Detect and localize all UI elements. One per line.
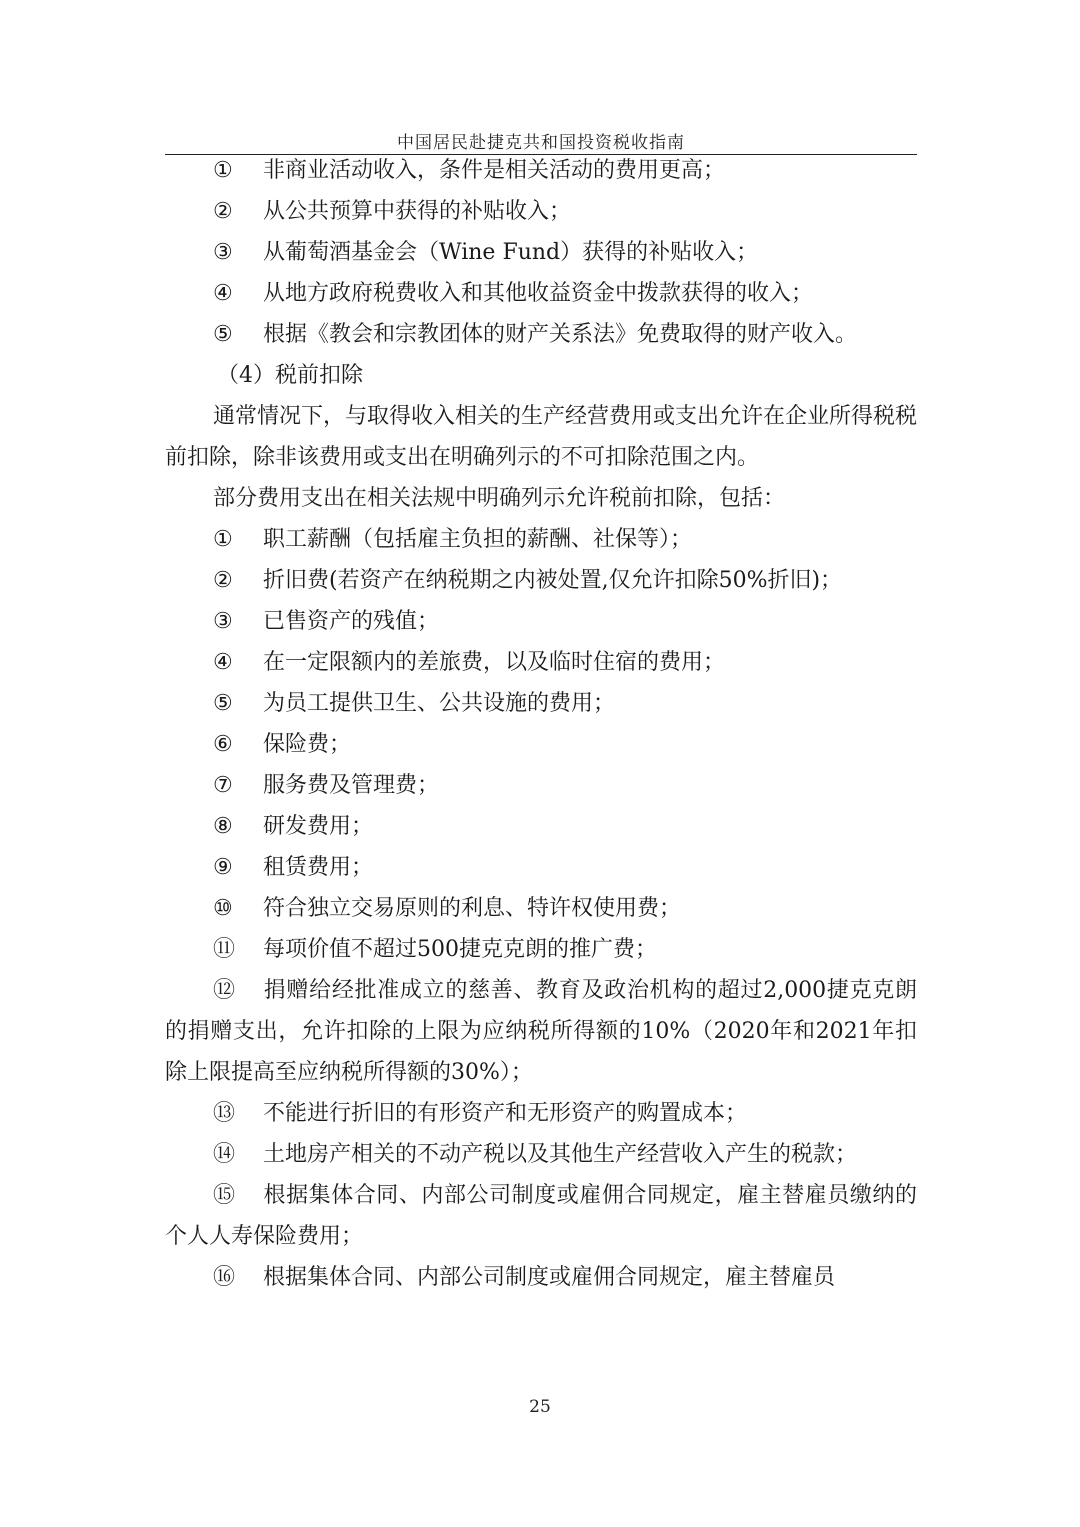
- running-header: 中国居民赴捷克共和国投资税收指南: [397, 133, 685, 153]
- item-text: 捐赠给经批准成立的慈善、教育及政治机构的超过2,000捷克克朗的捐赠支出，允许扣除的上限为应纳税所得额的10%（2020年和2021年扣除上限提高至应纳税所得额的30%）；: [165, 978, 917, 1085]
- list-item: [165, 1093, 917, 1134]
- item-number: ⑬: [213, 1101, 236, 1126]
- list-item: [165, 314, 917, 355]
- item-number: ⑭: [213, 1142, 236, 1167]
- list-item: [165, 888, 917, 929]
- item-number: ⑤: [213, 322, 233, 347]
- item-text: 研发费用；: [263, 814, 374, 839]
- section-heading: （4）税前扣除: [217, 363, 363, 388]
- list-item: [165, 1257, 917, 1298]
- list-item: [165, 683, 917, 724]
- item-number: ⑪: [213, 937, 236, 962]
- page-body: [165, 150, 917, 1298]
- item-number: ⑥: [213, 732, 233, 757]
- item-text: 保险费；: [263, 732, 352, 757]
- list-item: [165, 560, 917, 601]
- item-text: 根据集体合同、内部公司制度或雇佣合同规定，雇主替雇员: [263, 1265, 836, 1290]
- list-item: [165, 724, 917, 765]
- item-number: ①: [213, 158, 233, 183]
- item-text: 已售资产的残值；: [263, 609, 440, 634]
- item-text: 在一定限额内的差旅费，以及临时住宿的费用；: [263, 650, 726, 675]
- list-item: [165, 806, 917, 847]
- list-item: [165, 191, 917, 232]
- item-number: ③: [213, 609, 233, 634]
- item-text: 服务费及管理费；: [263, 773, 440, 798]
- item-text: 根据《教会和宗教团体的财产关系法》免费取得的财产收入。: [263, 322, 858, 347]
- item-number: ⑫: [213, 978, 236, 1003]
- item-text: 不能进行折旧的有形资产和无形资产的购置成本；: [263, 1101, 748, 1126]
- item-number: ①: [213, 527, 233, 552]
- item-text: 折旧费(若资产在纳税期之内被处置,仅允许扣除50%折旧)；: [263, 568, 843, 593]
- page-number: 25: [529, 1397, 551, 1417]
- list-item: [165, 847, 917, 888]
- item-number: ④: [213, 650, 233, 675]
- item-number: ⑨: [213, 855, 233, 880]
- item-text: 符合独立交易原则的利息、特许权使用费；: [263, 896, 682, 921]
- item-text: 根据集体合同、内部公司制度或雇佣合同规定，雇主替雇员缴纳的个人人寿保险费用；: [165, 1183, 917, 1249]
- list-item: [165, 1175, 917, 1257]
- list-item: [165, 765, 917, 806]
- item-number: ②: [213, 568, 233, 593]
- item-text: 非商业活动收入，条件是相关活动的费用更高；: [263, 158, 726, 183]
- list-item: [165, 232, 917, 273]
- item-text: 土地房产相关的不动产税以及其他生产经营收入产生的税款；: [263, 1142, 858, 1167]
- item-number: ②: [213, 199, 233, 224]
- list-item: [165, 519, 917, 560]
- item-number: ④: [213, 281, 233, 306]
- item-text: 从地方政府税费收入和其他收益资金中拨款获得的收入；: [263, 281, 814, 306]
- item-text: 为员工提供卫生、公共设施的费用；: [263, 691, 616, 716]
- item-number: ③: [213, 240, 233, 265]
- item-text: 每项价值不超过500捷克克朗的推广费；: [263, 937, 657, 962]
- list-item: [165, 970, 917, 1093]
- item-number: ⑧: [213, 814, 233, 839]
- item-number: ⑯: [213, 1265, 236, 1290]
- list-item: [165, 929, 917, 970]
- list-item: [165, 1134, 917, 1175]
- item-number: ⑩: [213, 896, 233, 921]
- item-number: ⑤: [213, 691, 233, 716]
- item-text: 职工薪酬（包括雇主负担的薪酬、社保等）；: [263, 527, 693, 552]
- list-item: [165, 273, 917, 314]
- item-number: ⑦: [213, 773, 233, 798]
- item-text: 从葡萄酒基金会（Wine Fund）获得的补贴收入；: [263, 240, 759, 265]
- list-item: [165, 601, 917, 642]
- list-item: [165, 642, 917, 683]
- item-number: ⑮: [213, 1183, 236, 1208]
- item-text: 从公共预算中获得的补贴收入；: [263, 199, 572, 224]
- list-item: [165, 150, 917, 191]
- paragraph: 通常情况下，与取得收入相关的生产经营费用或支出允许在企业所得税税前扣除，除非该费用或支出在明确列示的不可扣除范围之内。: [165, 404, 918, 470]
- paragraph: 部分费用支出在相关法规中明确列示允许税前扣除，包括：: [213, 486, 786, 511]
- item-text: 租赁费用；: [263, 855, 374, 880]
